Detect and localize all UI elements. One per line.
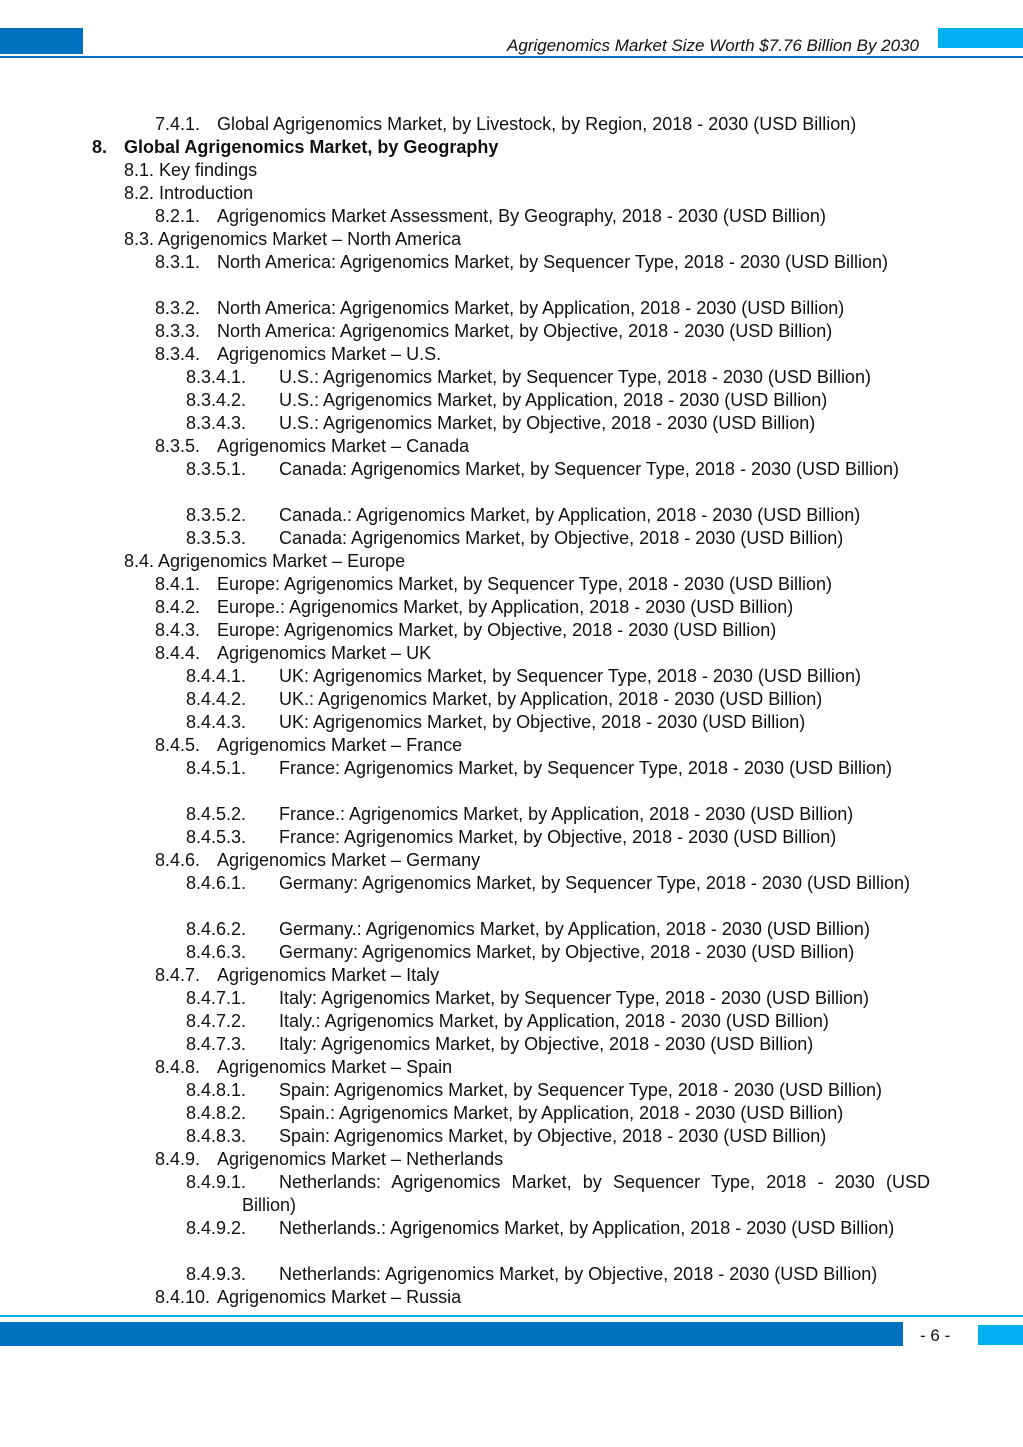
toc-entry-number: 8.3.5.2.: [186, 505, 247, 525]
toc-entry: [0, 1010, 1023, 1033]
toc-entry-text: France: Agrigenomics Market, by Objective, 2018 - 2030 (USD Billion): [279, 827, 837, 847]
toc-entry-number: 8.4.6.3.: [186, 942, 247, 962]
toc-entry-text: Agrigenomics Market – Russia: [217, 1287, 462, 1307]
toc-entry-number: 8.4.8.3.: [186, 1126, 247, 1146]
toc-entry-text: North America: Agrigenomics Market, by Application, 2018 - 2030 (USD Billion): [217, 298, 845, 318]
header-title: Agrigenomics Market Size Worth $7.76 Billion By 2030: [507, 36, 919, 55]
toc-entry-number: 8.2.1.: [155, 206, 201, 226]
toc-entry-number: 8.4.9.: [155, 1149, 201, 1169]
toc-entry-number: 8.4.8.: [155, 1057, 201, 1077]
toc-entry-number: 8.4.8.2.: [186, 1103, 247, 1123]
toc-entry: [0, 1263, 1023, 1286]
toc-entry-number: 8.3.1.: [155, 252, 201, 272]
toc-entry-number: 8.4.2.: [155, 597, 201, 617]
toc-entry: [0, 987, 1023, 1010]
toc-entry-number: 8.4.5.: [155, 735, 201, 755]
toc-entry-text: Global Agrigenomics Market, by Geography: [124, 137, 499, 157]
toc-entry-number: 8.4.9.2.: [186, 1218, 247, 1238]
toc-entry-number: 8.4.4.2.: [186, 689, 247, 709]
toc-entry-text: France: Agrigenomics Market, by Sequencer Type, 2018 - 2030 (USD Billion): [279, 758, 892, 778]
toc-entry-number: 8.4.7.: [155, 965, 201, 985]
toc-entry-number: 8.4.6.1.: [186, 873, 247, 893]
toc-entry-text: Agrigenomics Market – U.S.: [217, 344, 442, 364]
toc-entry: [0, 458, 1023, 504]
toc-entry: [0, 1286, 1023, 1309]
footer-bar-right: [978, 1325, 1023, 1345]
toc-entry: [0, 366, 1023, 389]
toc-entry-number: 8.4.5.2.: [186, 804, 247, 824]
toc-entry-text: Agrigenomics Market Assessment, By Geography, 2018 - 2030 (USD Billion): [217, 206, 826, 226]
table-of-contents: [0, 113, 1023, 1309]
toc-entry-text: U.S.: Agrigenomics Market, by Sequencer Type, 2018 - 2030 (USD Billion): [279, 367, 871, 387]
toc-entry-text: North America: Agrigenomics Market, by Sequencer Type, 2018 - 2030 (USD Billion): [217, 252, 888, 272]
toc-entry-number: 8.4.4.: [155, 643, 201, 663]
toc-entry: [0, 964, 1023, 987]
toc-entry-text: Agrigenomics Market – Spain: [217, 1057, 453, 1077]
toc-entry: [0, 297, 1023, 320]
toc-entry-number: 8.3.3.: [155, 321, 201, 341]
toc-entry-text: UK: Agrigenomics Market, by Sequencer Type, 2018 - 2030 (USD Billion): [279, 666, 861, 686]
toc-entry-number: 8.4.5.3.: [186, 827, 247, 847]
toc-entry-text: Netherlands.: Agrigenomics Market, by Application, 2018 - 2030 (USD Billion): [279, 1218, 895, 1238]
toc-entry-number: 8.4.7.3.: [186, 1034, 247, 1054]
toc-entry-number: 8.3.5.: [155, 436, 201, 456]
toc-entry: [0, 527, 1023, 550]
toc-entry: [0, 159, 1023, 182]
toc-entry-number: 8.4.6.2.: [186, 919, 247, 939]
toc-entry-number: 8.4.7.1.: [186, 988, 247, 1008]
toc-entry-text: 8.1. Key findings: [124, 160, 258, 180]
toc-entry-number: 8.4.3.: [155, 620, 201, 640]
toc-entry-text: Spain: Agrigenomics Market, by Sequencer Type, 2018 - 2030 (USD Billion): [279, 1080, 882, 1100]
toc-entry-number: 8.4.8.1.: [186, 1080, 247, 1100]
toc-entry-text: Italy.: Agrigenomics Market, by Application, 2018 - 2030 (USD Billion): [279, 1011, 829, 1031]
toc-entry-text: U.S.: Agrigenomics Market, by Objective, 2018 - 2030 (USD Billion): [279, 413, 816, 433]
toc-entry: [0, 320, 1023, 343]
toc-entry: [0, 343, 1023, 366]
toc-entry: [0, 688, 1023, 711]
toc-entry-text: Germany: Agrigenomics Market, by Sequencer Type, 2018 - 2030 (USD Billion): [279, 873, 910, 893]
toc-entry-text: Spain: Agrigenomics Market, by Objective, 2018 - 2030 (USD Billion): [279, 1126, 827, 1146]
toc-entry-text: Agrigenomics Market – Germany: [217, 850, 481, 870]
toc-entry: [0, 1079, 1023, 1102]
toc-entry: [0, 665, 1023, 688]
toc-entry-text: Agrigenomics Market – UK: [217, 643, 432, 663]
toc-entry-number: 8.3.2.: [155, 298, 201, 318]
toc-entry-number: 8.4.10.: [155, 1287, 211, 1307]
toc-entry-text: Agrigenomics Market – France: [217, 735, 463, 755]
toc-entry: [0, 504, 1023, 527]
toc-entry: [0, 182, 1023, 205]
toc-entry: [0, 918, 1023, 941]
toc-entry-text: France.: Agrigenomics Market, by Application, 2018 - 2030 (USD Billion): [279, 804, 854, 824]
toc-entry-text: Germany: Agrigenomics Market, by Objective, 2018 - 2030 (USD Billion): [279, 942, 855, 962]
toc-entry-text: Europe: Agrigenomics Market, by Sequencer Type, 2018 - 2030 (USD Billion): [217, 574, 832, 594]
toc-entry-number: 8.3.4.: [155, 344, 201, 364]
toc-entry: [0, 642, 1023, 665]
toc-entry: [0, 619, 1023, 642]
toc-entry-number: 8.: [92, 137, 108, 157]
toc-entry: [0, 596, 1023, 619]
toc-entry: [0, 136, 1023, 159]
toc-entry-number: 8.3.4.2.: [186, 390, 247, 410]
toc-entry: [0, 412, 1023, 435]
toc-entry-text: Agrigenomics Market – Italy: [217, 965, 440, 985]
toc-entry-number: 8.3.4.1.: [186, 367, 247, 387]
toc-entry: [0, 941, 1023, 964]
toc-entry-text: Netherlands: Agrigenomics Market, by Sequencer Type, 2018 - 2030 (USD Billion): [242, 1172, 930, 1215]
toc-entry: [0, 1125, 1023, 1148]
header-bar-right: [938, 28, 1023, 48]
toc-entry: [0, 1171, 1023, 1217]
toc-entry-text: Canada: Agrigenomics Market, by Objective, 2018 - 2030 (USD Billion): [279, 528, 844, 548]
header-bar-left: [0, 28, 83, 54]
toc-entry-number: 8.4.5.1.: [186, 758, 247, 778]
toc-entry-text: UK.: Agrigenomics Market, by Application, 2018 - 2030 (USD Billion): [279, 689, 823, 709]
toc-entry-text: Agrigenomics Market – Netherlands: [217, 1149, 504, 1169]
toc-entry-text: Italy: Agrigenomics Market, by Objective, 2018 - 2030 (USD Billion): [279, 1034, 814, 1054]
toc-entry-text: 8.4. Agrigenomics Market – Europe: [124, 551, 406, 571]
toc-entry-number: 8.4.9.1.: [186, 1172, 247, 1192]
toc-entry-text: Canada.: Agrigenomics Market, by Application, 2018 - 2030 (USD Billion): [279, 505, 861, 525]
toc-entry-text: UK: Agrigenomics Market, by Objective, 2018 - 2030 (USD Billion): [279, 712, 806, 732]
toc-entry: [0, 1056, 1023, 1079]
toc-entry-text: Canada: Agrigenomics Market, by Sequencer Type, 2018 - 2030 (USD Billion): [279, 459, 899, 479]
toc-entry-text: Agrigenomics Market – Canada: [217, 436, 470, 456]
toc-entry: [0, 113, 1023, 136]
toc-entry: [0, 573, 1023, 596]
toc-entry-text: Spain.: Agrigenomics Market, by Application, 2018 - 2030 (USD Billion): [279, 1103, 844, 1123]
toc-entry-number: 8.4.6.: [155, 850, 201, 870]
toc-entry-text: Italy: Agrigenomics Market, by Sequencer Type, 2018 - 2030 (USD Billion): [279, 988, 869, 1008]
toc-entry: [0, 803, 1023, 826]
toc-entry-number: 8.3.5.3.: [186, 528, 247, 548]
toc-entry: [0, 228, 1023, 251]
toc-entry: [0, 550, 1023, 573]
toc-entry-text: Global Agrigenomics Market, by Livestock, by Region, 2018 - 2030 (USD Billion): [217, 114, 857, 134]
toc-entry: [0, 734, 1023, 757]
toc-entry: [0, 711, 1023, 734]
toc-entry-number: 8.4.4.3.: [186, 712, 247, 732]
toc-entry: [0, 872, 1023, 918]
toc-entry-number: 8.4.4.1.: [186, 666, 247, 686]
toc-entry-number: 8.4.9.3.: [186, 1264, 247, 1284]
page-number: - 6 -: [920, 1326, 951, 1345]
toc-entry-text: U.S.: Agrigenomics Market, by Application, 2018 - 2030 (USD Billion): [279, 390, 828, 410]
toc-entry-number: 7.4.1.: [155, 114, 201, 134]
toc-entry-text: Germany.: Agrigenomics Market, by Application, 2018 - 2030 (USD Billion): [279, 919, 870, 939]
toc-entry-text: North America: Agrigenomics Market, by Objective, 2018 - 2030 (USD Billion): [217, 321, 833, 341]
toc-entry: [0, 826, 1023, 849]
toc-entry: [0, 757, 1023, 803]
toc-entry: [0, 1148, 1023, 1171]
toc-entry: [0, 389, 1023, 412]
toc-entry-number: 8.4.1.: [155, 574, 201, 594]
toc-entry-text: Europe: Agrigenomics Market, by Objective, 2018 - 2030 (USD Billion): [217, 620, 777, 640]
toc-entry: [0, 205, 1023, 228]
toc-entry-text: 8.3. Agrigenomics Market – North America: [124, 229, 462, 249]
toc-entry: [0, 435, 1023, 458]
toc-entry-text: Europe.: Agrigenomics Market, by Application, 2018 - 2030 (USD Billion): [217, 597, 794, 617]
toc-entry-number: 8.4.7.2.: [186, 1011, 247, 1031]
toc-entry-number: 8.3.5.1.: [186, 459, 247, 479]
toc-entry: [0, 1217, 1023, 1263]
toc-entry: [0, 251, 1023, 297]
header-rule: [0, 56, 1023, 58]
toc-entry-text: Netherlands: Agrigenomics Market, by Objective, 2018 - 2030 (USD Billion): [279, 1264, 878, 1284]
toc-entry-number: 8.3.4.3.: [186, 413, 247, 433]
toc-entry: [0, 1102, 1023, 1125]
toc-entry-text: 8.2. Introduction: [124, 183, 254, 203]
footer-bar: [0, 1322, 903, 1346]
toc-entry: [0, 849, 1023, 872]
toc-entry: [0, 1033, 1023, 1056]
footer-rule: [0, 1315, 1023, 1317]
